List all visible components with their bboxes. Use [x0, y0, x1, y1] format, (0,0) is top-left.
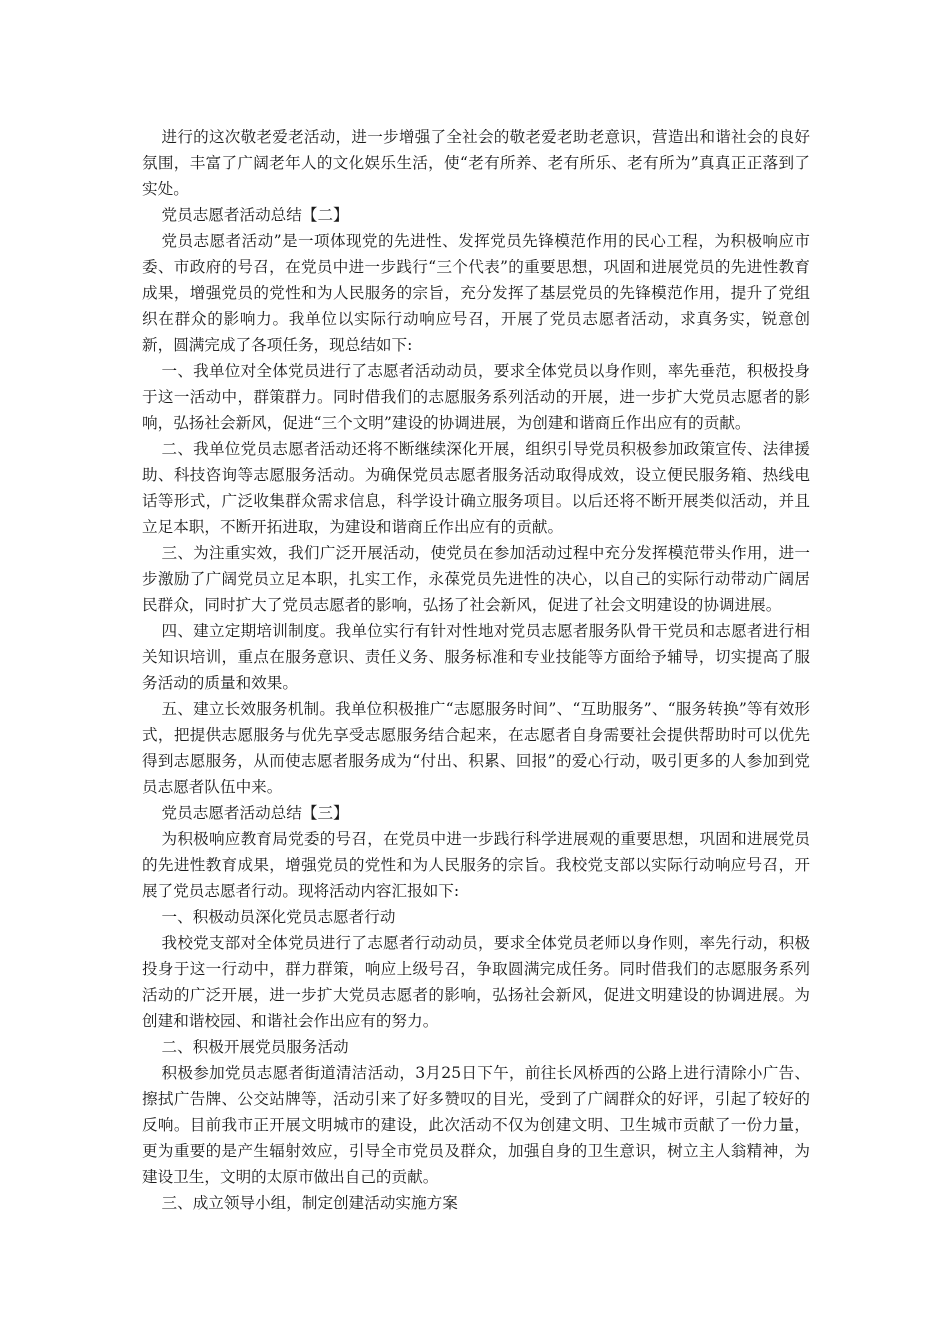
document-body [142, 124, 810, 1216]
subheading-3-2: 二、积极开展党员服务活动 [161, 1038, 349, 1056]
paragraph-2-point-5: 五、建立长效服务机制。我单位积极推广“志愿服务时间”、“互助服务”、“服务转换”等有效形式，把提供志愿服务与优先享受志愿服务结合起来，在志愿者自身需要社会提供帮助时可以优先得到志愿服务，从而使志愿者服务成为“付出、积累、回报”的爱心行动，吸引更多的人参加到党员志愿者队伍中来。 [142, 700, 810, 796]
paragraph-intro-continuation: 进行的这次敬老爱老活动，进一步增强了全社会的敬老爱老助老意识，营造出和谐社会的良好氛围，丰富了广阔老年人的文化娱乐生活，使“老有所养、老有所乐、老有所为”真真正正落到了实处。 [142, 128, 810, 198]
section-heading-2: 党员志愿者活动总结【二】 [161, 206, 349, 224]
subheading-3-1: 一、积极动员深化党员志愿者行动 [161, 908, 396, 926]
paragraph-2-intro: 党员志愿者活动”是一项体现党的先进性、发挥党员先锋模范作用的民心工程，为积极响应市委、市政府的号召，在党员中进一步践行“三个代表”的重要思想，巩固和进展党员的先进性教育成果，增强党员的党性和为人民服务的宗旨，充分发挥了基层党员的先锋模范作用，提升了党组织在群众的影响力。我单位以实际行动响应号召，开展了党员志愿者活动，求真务实，锐意创新，圆满完成了各项任务，现总结如下: [142, 232, 810, 354]
paragraph-2-point-4: 四、建立定期培训制度。我单位实行有针对性地对党员志愿者服务队骨干党员和志愿者进行相关知识培训，重点在服务意识、责任义务、服务标准和专业技能等方面给予辅导，切实提高了服务活动的质量和效果。 [142, 622, 810, 692]
paragraph-3-2: 积极参加党员志愿者街道清洁活动，3月25日下午，前往长风桥西的公路上进行清除小广告、擦拭广告牌、公交站牌等，活动引来了好多赞叹的目光，受到了广阔群众的好评，引起了较好的反响。目前我市正开展文明城市的建设，此次活动不仅为创建文明、卫生城市贡献了一份力量，更为重要的是产生辐射效应，引导全市党员及群众，加强自身的卫生意识，树立主人翁精神，为建设卫生，文明的太原市做出自己的贡献。 [142, 1064, 810, 1186]
paragraph-3-intro: 为积极响应教育局党委的号召，在党员中进一步践行科学进展观的重要思想，巩固和进展党员的先进性教育成果，增强党员的党性和为人民服务的宗旨。我校党支部以实际行动响应号召，开展了党员志愿者行动。现将活动内容汇报如下: [142, 830, 810, 900]
paragraph-2-point-2: 二、我单位党员志愿者活动还将不断继续深化开展，组织引导党员积极参加政策宣传、法律援助、科技咨询等志愿服务活动。为确保党员志愿者服务活动取得成效，设立便民服务箱、热线电话等形式，广泛收集群众需求信息，科学设计确立服务项目。以后还将不断开展类似活动，并且立足本职，不断开拓进取，为建设和谐商丘作出应有的贡献。 [142, 440, 810, 536]
paragraph-2-point-1: 一、我单位对全体党员进行了志愿者活动动员，要求全体党员以身作则，率先垂范，积极投身于这一活动中，群策群力。同时借我们的志愿服务系列活动的开展，进一步扩大党员志愿者的影响，弘扬社会新风，促进“三个文明”建设的协调进展，为创建和谐商丘作出应有的贡献。 [142, 362, 810, 432]
paragraph-3-1: 我校党支部对全体党员进行了志愿者行动动员，要求全体党员老师以身作则，率先行动，积极投身于这一行动中，群力群策，响应上级号召，争取圆满完成任务。同时借我们的志愿服务系列活动的广泛开展，进一步扩大党员志愿者的影响，弘扬社会新风，促进文明建设的协调进展。为创建和谐校园、和谐社会作出应有的努力。 [142, 934, 810, 1030]
section-heading-3: 党员志愿者活动总结【三】 [161, 804, 349, 822]
paragraph-2-point-3: 三、为注重实效，我们广泛开展活动，使党员在参加活动过程中充分发挥模范带头作用，进一步激励了广阔党员立足本职，扎实工作，永葆党员先进性的决心，以自己的实际行动带动广阔居民群众，同时扩大了党员志愿者的影响，弘扬了社会新风，促进了社会文明建设的协调进展。 [142, 544, 810, 614]
subheading-3-3: 三、成立领导小组，制定创建活动实施方案 [161, 1194, 458, 1212]
